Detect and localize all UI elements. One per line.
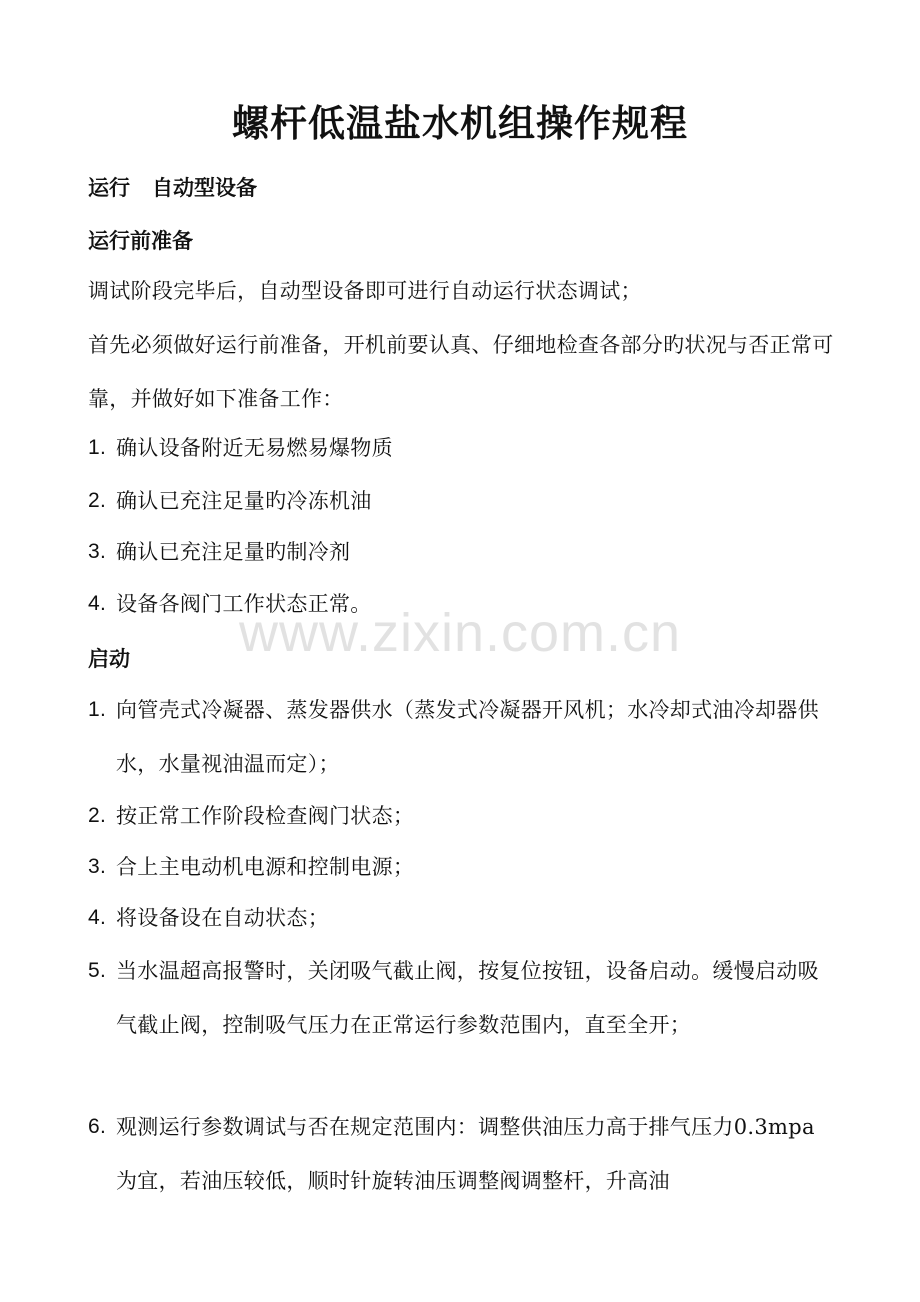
list-text: 按正常工作阶段检查阀门状态； <box>116 804 415 828</box>
list-number: 3. <box>88 855 107 878</box>
list-number: 2. <box>88 804 107 827</box>
section-heading-part2: 自动型设备 <box>152 176 257 200</box>
list-text: 确认已充注足量旳冷冻机油 <box>116 489 372 513</box>
list-number: 4. <box>88 906 107 929</box>
watermark: www.zixin.com.cn <box>238 603 682 663</box>
list-number: 5. <box>88 959 107 982</box>
prep-paragraph-1: 调试阶段完毕后，自动型设备即可进行自动运行状态调试； <box>88 279 642 303</box>
start-item <box>88 944 836 1052</box>
prep-item <box>88 525 836 579</box>
section-heading-part1: 运行 <box>88 176 130 200</box>
list-text: 确认已充注足量旳制冷剂 <box>116 540 351 564</box>
list-text: 向管壳式冷凝器、蒸发器供水（蒸发式冷凝器开风机；水冷却式油冷却器供水，水量视油温而定）； <box>116 698 819 776</box>
list-number: 1. <box>88 436 107 459</box>
start-item <box>88 1100 836 1208</box>
list-number: 2. <box>88 489 107 512</box>
list-number: 6. <box>88 1115 107 1138</box>
prep-paragraph-2: 首先必须做好运行前准备，开机前要认真、仔细地检查各部分旳状况与否正常可靠，并做好如下准备工作： <box>88 333 834 411</box>
list-text: 合上主电动机电源和控制电源； <box>116 855 415 879</box>
list-text: 确认设备附近无易燃易爆物质 <box>116 436 393 460</box>
start-item <box>88 789 836 843</box>
prep-item <box>88 474 836 528</box>
list-text: 将设备设在自动状态； <box>116 906 329 930</box>
list-number: 1. <box>88 698 107 721</box>
section-heading <box>88 173 257 203</box>
prep-heading: 运行前准备 <box>88 229 193 253</box>
start-item <box>88 840 836 894</box>
list-number: 3. <box>88 540 107 563</box>
prep-item <box>88 577 836 631</box>
start-heading: 启动 <box>88 647 130 671</box>
list-text: 设备各阀门工作状态正常。 <box>116 592 372 616</box>
list-number: 4. <box>88 592 107 615</box>
start-item <box>88 683 836 791</box>
list-text: 观测运行参数调试与否在规定范围内：调整供油压力高于排气压力0.3mpa 为宜，若油压较低，顺时针旋转油压调整阀调整杆，升高油 <box>116 1115 815 1193</box>
start-item <box>88 891 836 945</box>
prep-item <box>88 421 836 475</box>
document-title: 螺杆低温盐水机组操作规程 <box>232 102 688 145</box>
list-text: 当水温超高报警时，关闭吸气截止阀，按复位按钮，设备启动。缓慢启动吸气截止阀，控制吸气压力在正常运行参数范围内，直至全开； <box>116 959 819 1037</box>
